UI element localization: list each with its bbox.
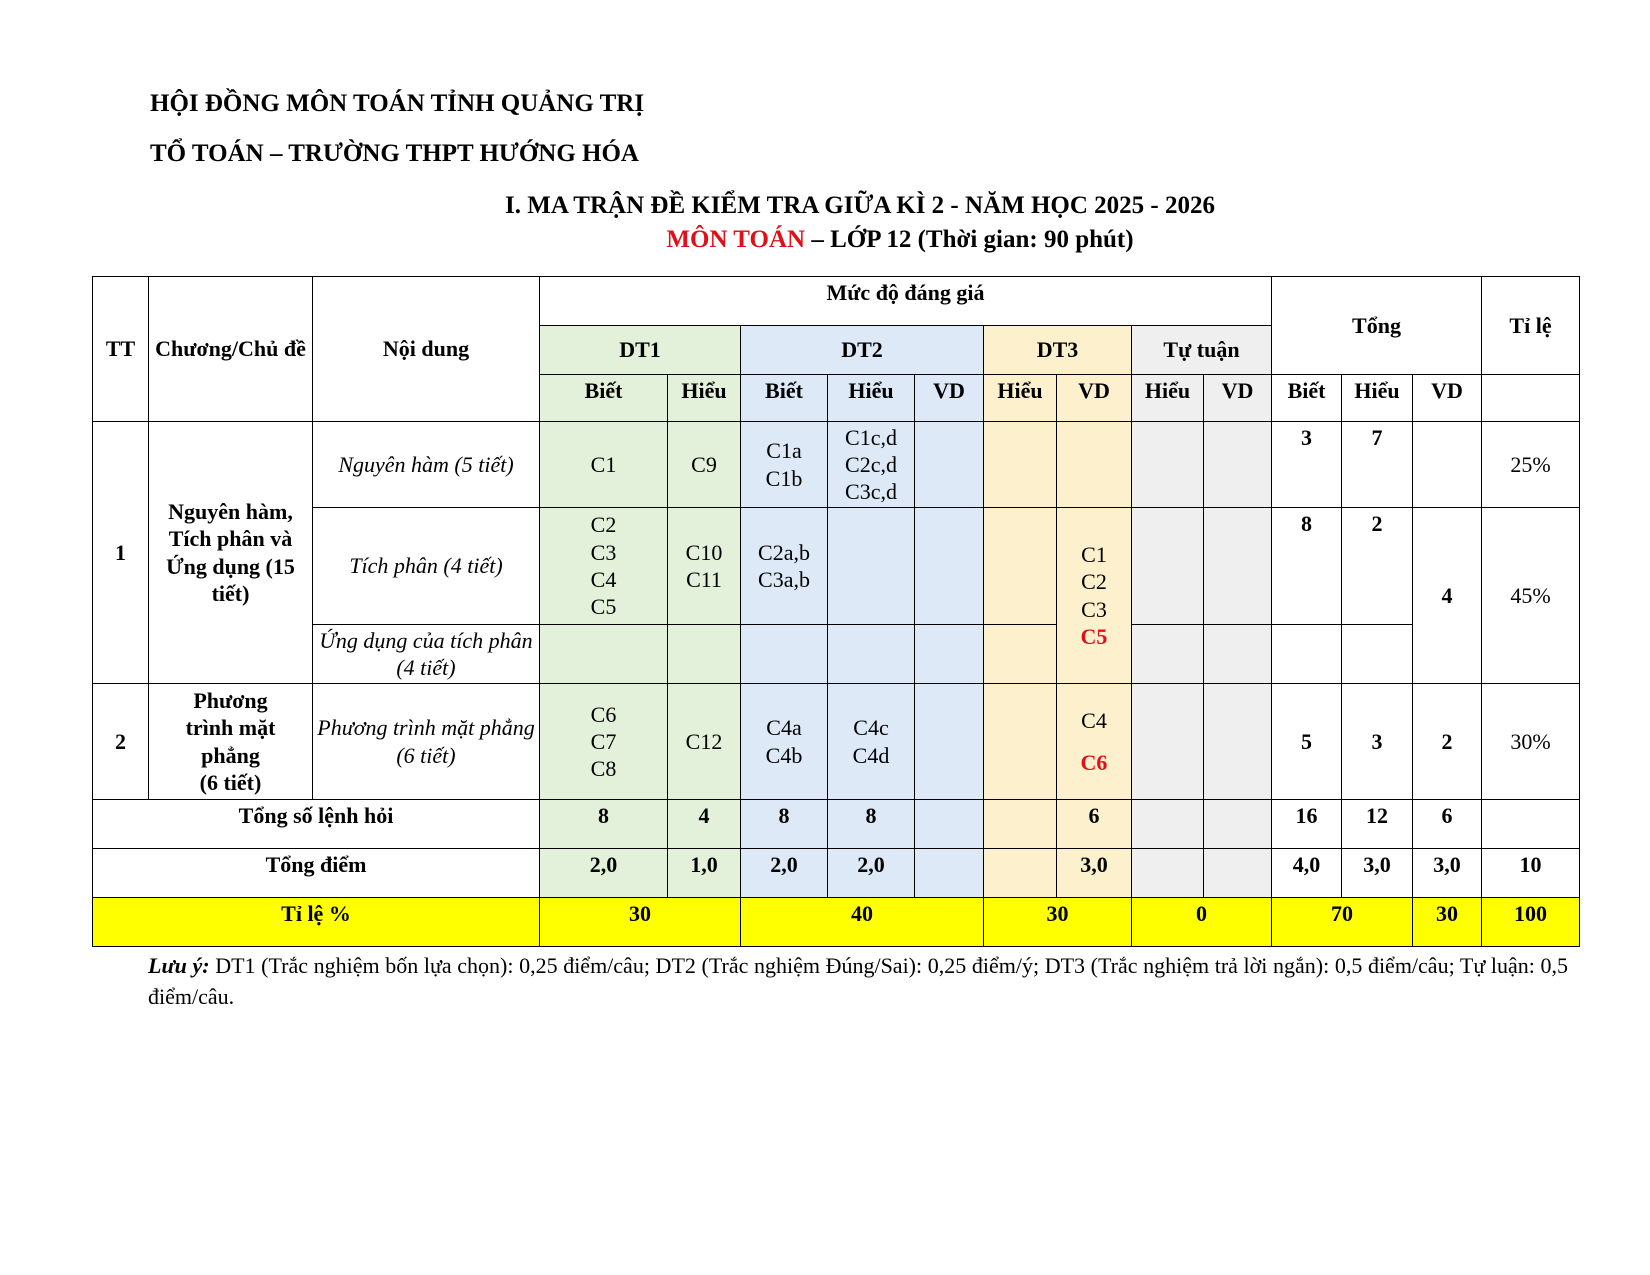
dt3-percent: 30 [984,898,1132,947]
ratio-cell: 10 [1482,849,1580,898]
question-code: C3c,d [845,479,897,505]
dt3-vd-cell [1057,422,1132,508]
dt2-biet-cell: 8 [741,800,828,849]
chapter-line: (6 tiết) [199,769,262,795]
dt2-biet-cell [741,684,828,800]
question-code: C3 [590,539,617,565]
question-code-highlighted: C5 [1080,623,1108,649]
total-vd-cell: 4 [1413,508,1482,684]
dt2-vd-cell [915,625,984,684]
total-biet-cell: 5 [1272,684,1342,800]
dt1-biet-cell: 8 [540,800,668,849]
dt1-hieu-header: Hiểu [668,375,741,422]
essay-hieu-cell [1132,508,1204,625]
question-code: C1b [765,465,803,491]
total-hieu-cell: 3 [1342,684,1413,800]
question-code: C2c,d [845,451,897,477]
chapter-line: Phương [193,687,268,713]
dt2-biet-cell [741,625,828,684]
dt3-hieu-cell [984,800,1057,849]
ratio-header: Tỉ lệ [1482,277,1580,375]
essay-vd-cell [1204,800,1272,849]
essay-hieu-header: Hiểu [1132,375,1204,422]
row-number: 2 [93,684,149,800]
question-code: C4c [853,715,889,741]
total-vd-cell: 6 [1413,800,1482,849]
dt1-hieu-cell: 4 [668,800,741,849]
dt3-vd-header: VD [1057,375,1132,422]
total-hieu-cell: 2 [1342,508,1413,625]
question-code: C4 [590,567,617,592]
exam-matrix-table [92,276,1580,947]
essay-hieu-cell [1132,800,1204,849]
table-row [93,508,1580,625]
essay-hieu-cell [1132,684,1204,800]
total-biet-cell: 8 [1272,508,1342,625]
total-hieu-cell: 3,0 [1342,849,1413,898]
row-label: Tổng điểm [93,849,540,898]
total-score-row [93,849,1580,898]
question-code: C1c,d [845,424,897,450]
assessment-level-header: Mức độ đáng giá [540,277,1272,326]
total-biet-cell: 3 [1272,422,1342,508]
row-number: 1 [93,422,149,684]
col-content-header: Nội dung [313,277,540,422]
dt2-biet-header: Biết [741,375,828,422]
question-code: C3 [1081,596,1107,622]
dt1-biet-cell: C1 [540,422,668,508]
row-label: Tổng số lệnh hỏi [93,800,540,849]
essay-header: Tự tuận [1132,326,1272,375]
essay-percent: 0 [1132,898,1272,947]
essay-vd-cell [1204,625,1272,684]
ratio-empty-cell [1482,375,1580,422]
question-code: C8 [590,756,617,782]
dt1-biet-cell [540,625,668,684]
table-row [93,684,1580,800]
dt3-hieu-cell [984,684,1057,800]
dt3-header: DT3 [984,326,1132,375]
percentage-row [93,898,1580,947]
question-code: C11 [686,567,722,592]
note-text: DT1 (Trắc nghiệm bốn lựa chọn): 0,25 điểm/câu; DT2 (Trắc nghiệm Đúng/Sai): 0,25 điểm/ý; DT3 (Trắc nghiệm trả lời ngắn): 0,5 điểm/câu; Tự luận: 0,5 điểm/câu. [148,953,1568,1009]
question-code: C4d [852,742,890,768]
document-subtitle [0,226,1650,254]
essay-hieu-cell [1132,422,1204,508]
table-row [93,625,1580,684]
dt1-percent: 30 [540,898,741,947]
dt2-biet-cell [741,508,828,625]
total-biet-cell: 4,0 [1272,849,1342,898]
total-vd-cell: 2 [1413,684,1482,800]
question-code: C2 [1081,569,1107,595]
chapter-line: phẳng [201,742,260,768]
essay-vd-header: VD [1204,375,1272,422]
dt2-vd-cell [915,422,984,508]
total-vd-header: VD [1413,375,1482,422]
ratio-cell: 45% [1482,508,1580,684]
department-heading: TỔ TOÁN – TRƯỜNG THPT HƯỚNG HÓA [150,140,639,167]
col-chapter-header: Chương/Chủ đề [149,277,313,422]
document-title: I. MA TRẬN ĐỀ KIỂM TRA GIỮA KÌ 2 - NĂM HỌC 2025 - 2026 [505,192,1215,219]
dt2-hieu-cell: 2,0 [828,849,915,898]
total-biet-header: Biết [1272,375,1342,422]
essay-hieu-cell [1132,625,1204,684]
header-row-1 [93,277,1580,326]
total-hieu-cell [1342,625,1413,684]
dt2-hieu-header: Hiểu [828,375,915,422]
dt1-biet-header: Biết [540,375,668,422]
question-code: C5 [590,594,617,620]
dt2-hieu-cell [828,625,915,684]
total-biet-cell [1272,625,1342,684]
question-code: C4 [1081,708,1107,734]
ratio-percent: 100 [1482,898,1580,947]
essay-vd-cell [1204,422,1272,508]
dt2-vd-header: VD [915,375,984,422]
dt1-hieu-cell [668,508,741,625]
dt2-hieu-cell [828,508,915,625]
dt3-vd-cell [1057,684,1132,800]
question-code: C2a,b [758,539,810,565]
total-vd-cell [1413,422,1482,508]
question-code: C7 [590,728,617,754]
total-header: Tổng [1272,277,1482,375]
content-cell: Nguyên hàm (5 tiết) [313,422,540,508]
dt1-hieu-cell: C12 [668,684,741,800]
dt1-biet-cell [540,508,668,625]
dt1-hieu-cell: 1,0 [668,849,741,898]
chapter-cell: Nguyên hàm, Tích phân và Ứng dụng (15 tiết) [149,422,313,684]
dt2-biet-cell: 2,0 [741,849,828,898]
dt2-vd-cell [915,800,984,849]
dt3-hieu-cell [984,849,1057,898]
subject-name: MÔN TOÁN [666,226,806,253]
dt1-hieu-cell [668,625,741,684]
essay-hieu-cell [1132,849,1204,898]
total-hieu-cell: 12 [1342,800,1413,849]
dt3-vd-cell: 3,0 [1057,849,1132,898]
table-row [93,422,1580,508]
question-code: C10 [685,539,723,565]
question-code: C4b [765,742,803,768]
dt3-hieu-header: Hiểu [984,375,1057,422]
subtitle-rest: – LỚP 12 (Thời gian: 90 phút) [805,226,1134,253]
ratio-cell [1482,800,1580,849]
dt3-vd-cell: 6 [1057,800,1132,849]
chapter-cell [149,684,313,800]
question-code: C3a,b [758,567,810,592]
dt2-vd-cell [915,849,984,898]
dt3-hieu-cell [984,508,1057,625]
total-hieu-cell: 7 [1342,422,1413,508]
dt3-vd-cell [1057,508,1132,684]
dt2-header: DT2 [741,326,984,375]
council-heading: HỘI ĐỒNG MÔN TOÁN TỈNH QUẢNG TRỊ [150,90,645,117]
ratio-cell: 30% [1482,684,1580,800]
essay-vd-cell [1204,508,1272,625]
chapter-line: trình mặt [185,715,276,741]
dt1-biet-cell [540,684,668,800]
footnote [148,950,1568,1012]
essay-vd-cell [1204,684,1272,800]
note-label: Lưu ý: [148,953,210,978]
dt2-percent: 40 [741,898,984,947]
question-code-highlighted: C6 [1080,749,1108,775]
col-tt-header: TT [93,277,149,422]
question-code: C6 [590,701,617,727]
dt2-hieu-cell [828,684,915,800]
question-count-row [93,800,1580,849]
question-code: C4a [766,715,802,741]
dt2-vd-cell [915,684,984,800]
total-hieu-header: Hiểu [1342,375,1413,422]
content-cell: Ứng dụng của tích phân (4 tiết) [313,625,540,684]
essay-vd-cell [1204,849,1272,898]
question-code: C1 [1081,541,1107,567]
dt2-biet-cell [741,422,828,508]
dt1-hieu-cell: C9 [668,422,741,508]
total-biet-cell: 16 [1272,800,1342,849]
content-cell: Tích phân (4 tiết) [313,508,540,625]
dt1-biet-cell: 2,0 [540,849,668,898]
question-code: C1a [766,438,802,464]
dt1-header: DT1 [540,326,741,375]
total-vd-percent: 30 [1413,898,1482,947]
ratio-cell: 25% [1482,422,1580,508]
dt3-hieu-cell [984,422,1057,508]
dt2-hieu-cell: 8 [828,800,915,849]
dt2-vd-cell [915,508,984,625]
spacer [1057,735,1131,749]
dt3-hieu-cell [984,625,1057,684]
dt2-hieu-cell [828,422,915,508]
total-bh-percent: 70 [1272,898,1413,947]
question-code: C2 [590,512,617,538]
total-vd-cell: 3,0 [1413,849,1482,898]
content-cell: Phương trình mặt phẳng (6 tiết) [313,684,540,800]
row-label: Tỉ lệ % [93,898,540,947]
